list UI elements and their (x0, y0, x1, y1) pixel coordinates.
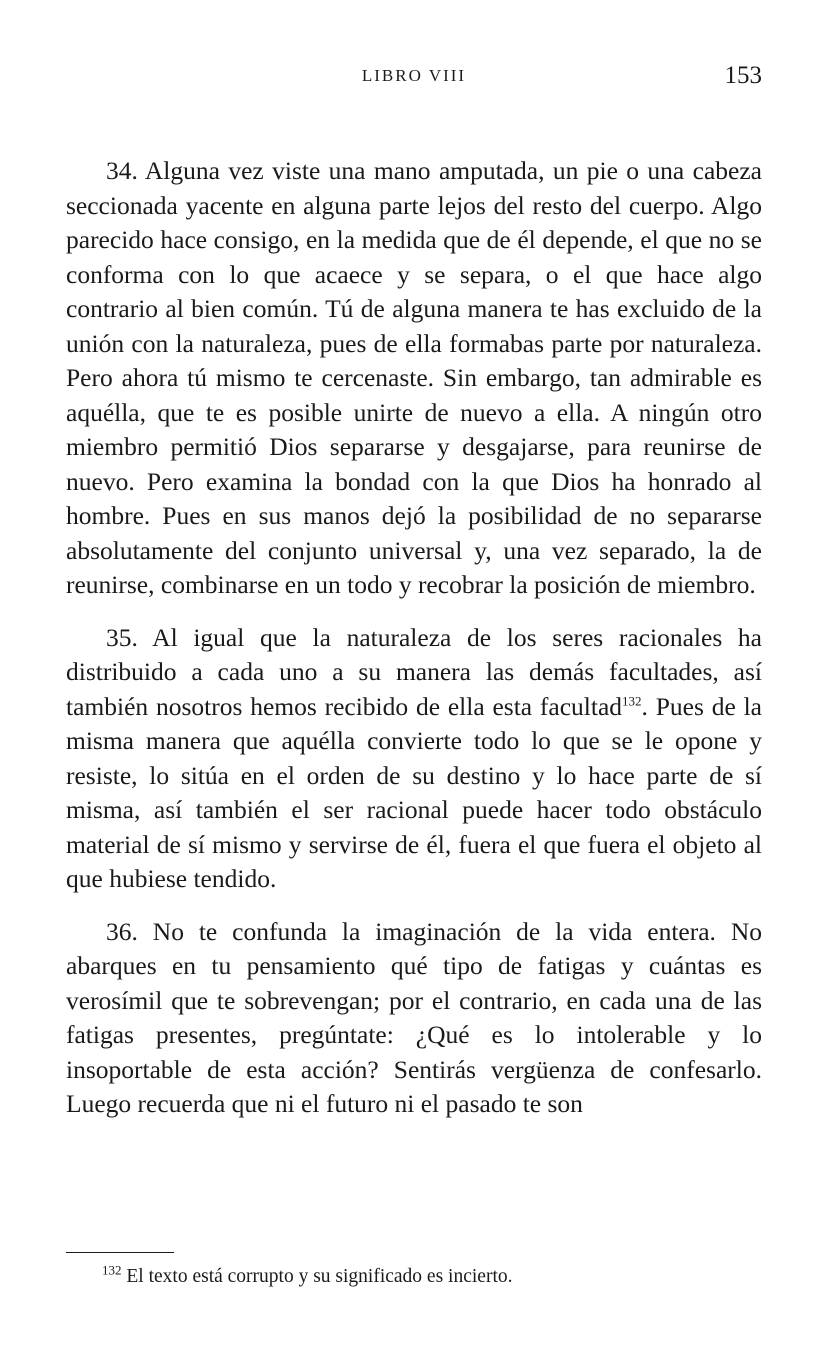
footnote-text: El texto está corrupto y su significado es incierto. (121, 1266, 513, 1287)
paragraph-35 (66, 621, 762, 897)
paragraph-35-text-before: 35. Al igual que la naturaleza de los seres racionales ha distribuido a cada uno a su manera las demás facultades, así también nosotros hemos recibido de ella esta facultad (66, 622, 762, 721)
footnote (66, 1264, 762, 1290)
page-number: 153 (724, 62, 762, 89)
running-title: LIBRO VIII (361, 66, 467, 85)
paragraph-35-text-after: . Pues de la misma manera que aquélla convierte todo lo que se le opone y resiste, lo sitúa en el orden de su destino y lo hace parte de sí misma, así también el ser racional puede hacer todo obstáculo material de sí mismo y servirse de él, fuera el que fuera el objeto al que hubiese tendido. (66, 691, 762, 893)
running-header (66, 62, 762, 96)
body-text (66, 154, 762, 1140)
footnote-number: 132 (102, 1262, 122, 1278)
footnote-divider (66, 1252, 174, 1253)
paragraph-34: 34. Alguna vez viste una mano amputada, un pie o una cabeza seccionada yacente en alguna parte lejos del resto del cuerpo. Algo parecido hace consigo, en la medida que de él depende, el que no se conforma con lo que acaece y se separa, o el que hace algo contrario al bien común. Tú de alguna manera te has excluido de la unión con la naturaleza, pues de ella formabas parte por naturaleza. Pero ahora tú mismo te cercenaste. Sin embargo, tan admirable es aquélla, que te es posible unirte de nuevo a ella. A ningún otro miembro permitió Dios separarse y desgajarse, para reunirse de nuevo. Pero examina la bondad con la que Dios ha honrado al hombre. Pues en sus manos dejó la posibilidad de no separarse absolutamente del conjunto universal y, una vez separado, la de reunirse, combinarse en un todo y recobrar la posición de miembro. (66, 156, 762, 599)
paragraph-36: 36. No te confunda la imaginación de la vida entera. No abarques en tu pensamiento qué tipo de fatigas y cuántas es verosímil que te sobrevengan; por el contrario, en cada una de las fatigas presentes, pregúntate: ¿Qué es lo intolerable y lo insoportable de esta acción? Sentirás vergüenza de confesarlo. Luego recuerda que ni el futuro ni el pasado te son (66, 916, 762, 1118)
footnote-reference: 132 (622, 693, 642, 708)
